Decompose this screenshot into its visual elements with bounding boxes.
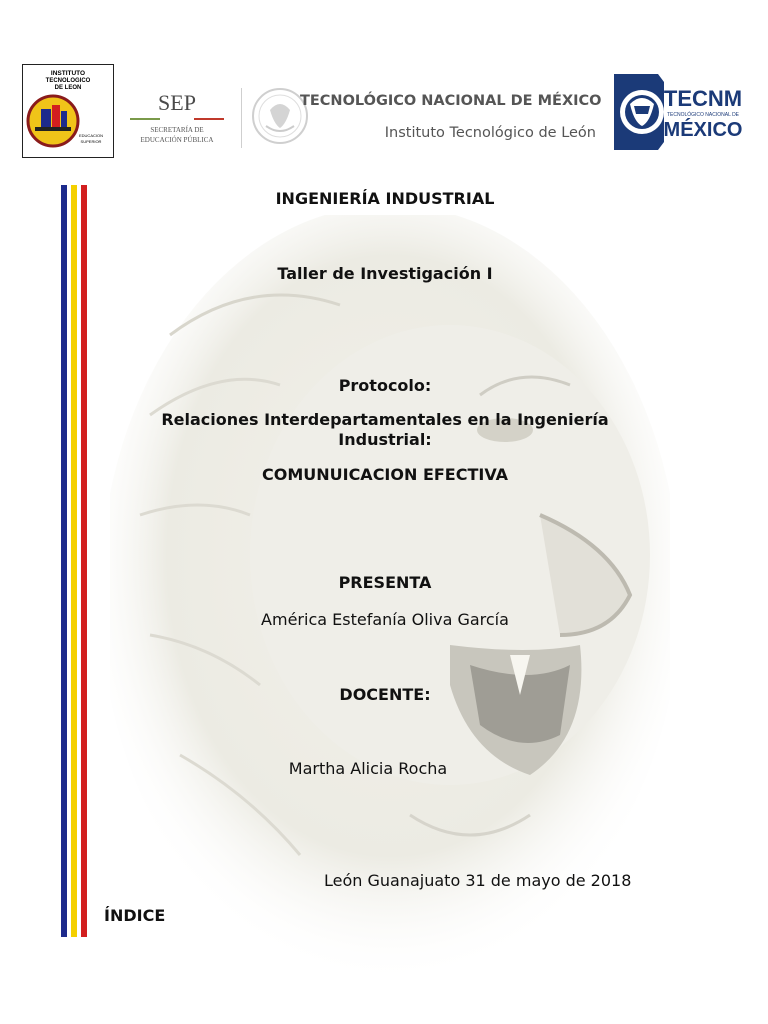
yellow-stripe	[71, 185, 77, 937]
tecnm-logo	[612, 70, 742, 154]
topic-line-1: Relaciones Interdepartamentales en la Ingeniería	[161, 410, 609, 429]
itl-logo-graphic	[23, 65, 113, 157]
course-title: Taller de Investigación I	[277, 264, 493, 283]
place-date: León Guanajuato 31 de mayo de 2018	[324, 871, 632, 890]
teacher-label: DOCENTE:	[339, 685, 431, 704]
itl-logo-text-1: INSTITUTO	[50, 70, 86, 77]
index-heading: ÍNDICE	[104, 906, 166, 925]
blue-stripe	[61, 185, 67, 937]
topic-line-2: Industrial:	[338, 430, 432, 449]
presenter-name: América Estefanía Oliva García	[261, 610, 509, 629]
career-title: INGENIERÍA INDUSTRIAL	[275, 189, 495, 208]
sep-logo-title: SEP	[158, 90, 196, 115]
teacher-name: Martha Alicia Rocha	[288, 759, 448, 778]
itl-logo-text-2: TECNOLOGICO	[45, 78, 91, 84]
institution-name: TECNOLÓGICO NACIONAL DE MÉXICO	[300, 93, 602, 109]
itl-logo	[22, 64, 114, 158]
sep-logo-graphic	[124, 82, 236, 150]
red-stripe	[81, 185, 87, 937]
itl-logo-text-5: SUPERIOR	[80, 139, 102, 144]
sep-logo-line1: SECRETARÍA DE	[150, 126, 204, 134]
presenter-label: PRESENTA	[338, 573, 432, 592]
tecnm-logo-subtitle: TECNOLÓGICO NACIONAL DE	[666, 112, 740, 118]
tecnm-logo-country: MÉXICO	[663, 119, 742, 141]
protocol-label: Protocolo:	[338, 376, 432, 395]
document-subtitle: COMUNUICACION EFECTIVA	[261, 465, 509, 484]
sep-logo	[124, 82, 236, 150]
sep-logo-line2: EDUCACIÓN PÚBLICA	[140, 136, 214, 144]
header-divider	[241, 88, 242, 148]
itl-logo-text-3: DE LEON	[54, 85, 82, 91]
lion-watermark-image	[110, 215, 670, 975]
tecnm-logo-graphic	[612, 70, 742, 154]
itl-logo-text-4: EDUCACION	[78, 133, 104, 138]
tecnm-logo-title: TECNM	[663, 86, 742, 111]
campus-name: Instituto Tecnológico de León	[384, 125, 596, 141]
